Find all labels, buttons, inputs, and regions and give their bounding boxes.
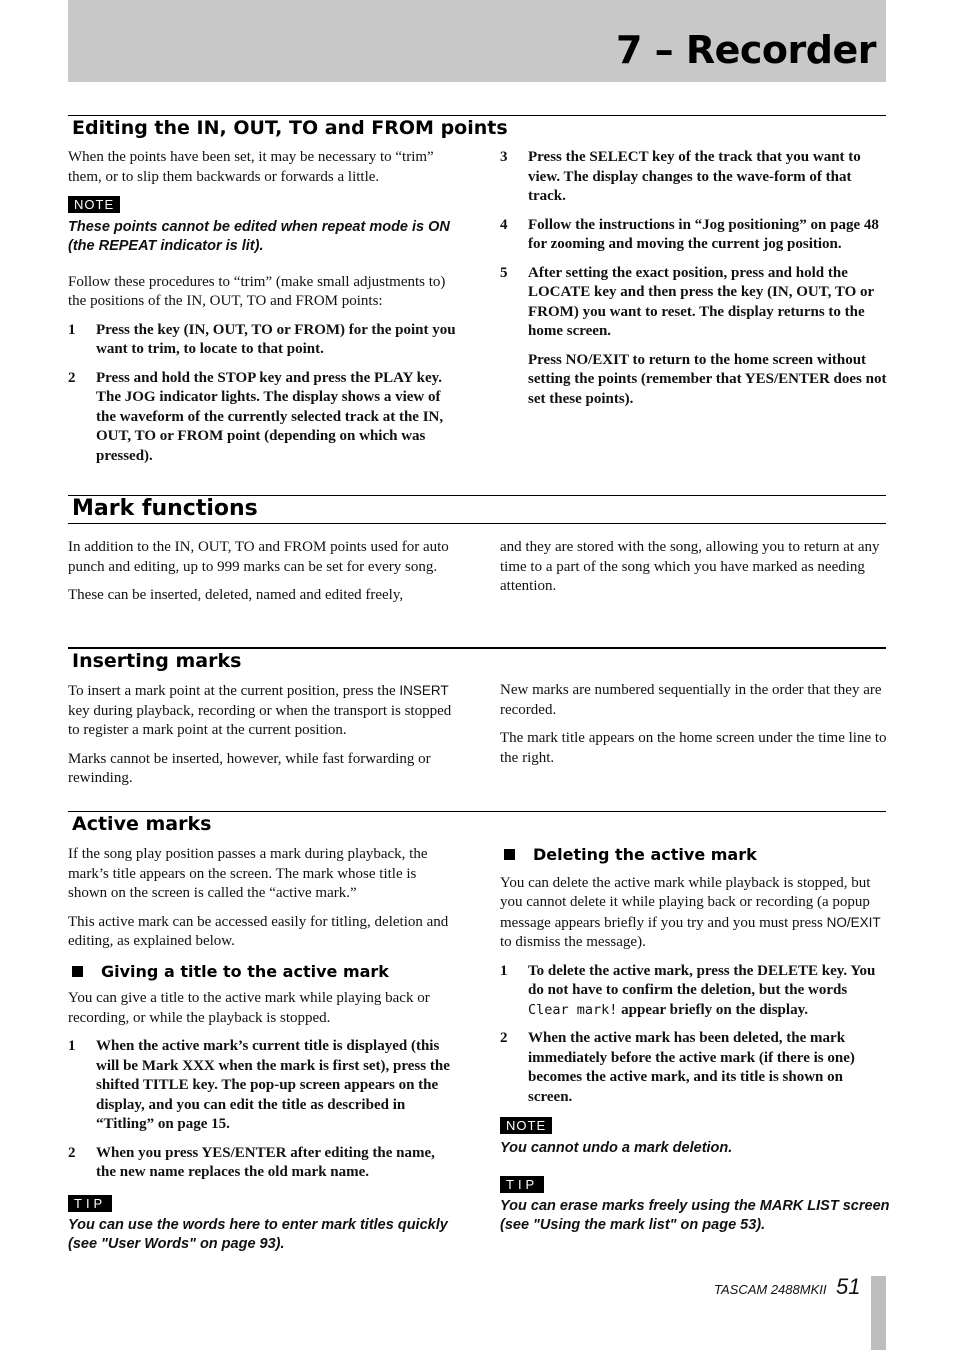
paragraph: This active mark can be accessed easily for titling, deletion and editing, as explained below.: [68, 913, 449, 949]
mark-functions-right-column: [500, 538, 888, 606]
step-text: Press the key (IN, OUT, TO or FROM) for the point you want to trim, to locate to that point.: [96, 321, 456, 357]
step-text: Follow the instructions in “Jog positioning” on page 48 for zooming and moving the current jog position.: [528, 216, 879, 252]
step-item: [68, 321, 456, 360]
step-number: 4: [500, 216, 508, 233]
paragraph: and they are stored with the song, allowing you to return at any time to a part of the song which you have marked as needing attention.: [500, 539, 880, 594]
step-item: [68, 369, 456, 467]
step-number: 2: [500, 1030, 508, 1046]
key-name: NO/EXIT: [826, 914, 881, 930]
step-text: appear briefly on the display.: [617, 1001, 808, 1018]
text-run: key during playback, recording or when the transport is stopped to register a mark point at the current position.: [68, 702, 452, 738]
step-item: [68, 1144, 456, 1183]
text-run: To insert a mark point at the current position, press the: [68, 683, 400, 699]
step-text: To delete the active mark, press the DELETE key. You do not have to confirm the deletion, but the words: [528, 962, 876, 998]
step-text: When you press YES/ENTER after editing the name, the new name replaces the old mark name.: [96, 1144, 435, 1180]
editing-right-column: [500, 148, 890, 418]
step-text: Press the SELECT key of the track that you want to view. The display changes to the wave-form of that track.: [528, 149, 861, 204]
step-number: 3: [500, 149, 508, 165]
tip-badge: TIP: [68, 1195, 112, 1212]
note-box: [68, 196, 456, 256]
note-badge: NOTE: [500, 1117, 552, 1134]
step-item: [500, 962, 890, 1021]
page-number: 51: [836, 1274, 861, 1299]
footer-tab-bar: [871, 1276, 886, 1350]
text-run: to dismiss the message).: [500, 934, 646, 950]
step-number: 1: [68, 1038, 76, 1054]
editing-left-column: [68, 148, 456, 475]
key-name: INSERT: [399, 683, 449, 698]
section-title-inserting: Inserting marks: [72, 650, 242, 672]
note-text: You cannot undo a mark deletion.: [500, 1139, 733, 1156]
section-title-active: Active marks: [72, 813, 212, 835]
paragraph: [68, 681, 456, 741]
paragraph: [500, 874, 890, 953]
step-item: [500, 1029, 890, 1107]
active-left-column: [68, 845, 456, 1254]
bullet-square-icon: [72, 966, 83, 977]
footer-brand: TASCAM 2488MKII: [714, 1282, 827, 1297]
paragraph: You can give a title to the active mark while playing back or recording, or while the playback is stopped.: [68, 990, 430, 1026]
step-item: [500, 148, 890, 207]
paragraph: These can be inserted, deleted, named and edited freely,: [68, 587, 404, 603]
editing-intro: When the points have been set, it may be necessary to “trim” them, or to slip them backwards or forwards a little.: [68, 149, 434, 185]
note-box: [500, 1117, 890, 1158]
paragraph: New marks are numbered sequentially in the order that they are recorded.: [500, 682, 882, 718]
procedure-intro: Follow these procedures to “trim” (make small adjustments to) the positions of the IN, OUT, TO and FROM points:: [68, 273, 446, 309]
step-item: [500, 264, 890, 342]
tip-text: You can use the words here to enter mark titles quickly (see "User Words" on page 93).: [68, 1217, 448, 1252]
subsection-heading: [500, 845, 890, 865]
tip-box: [500, 1176, 890, 1236]
tip-box: [68, 1195, 456, 1255]
display-text: Clear mark!: [528, 1001, 618, 1018]
paragraph: If the song play position passes a mark during playback, the mark’s title appears on the screen. The mark whose title is shown on the screen is called the “active mark.”: [68, 846, 428, 901]
step-number: 2: [68, 1144, 76, 1161]
section-rule: [68, 647, 886, 649]
mark-functions-left-column: [68, 538, 456, 615]
step-text: After setting the exact position, press and hold the LOCATE key and then press the key (IN, OUT, TO or FROM) you want to reset. The display returns to the home screen.: [528, 264, 874, 339]
section-rule: [68, 115, 886, 116]
step-number: 5: [500, 264, 508, 281]
step-item: [500, 216, 890, 255]
tip-badge: TIP: [500, 1176, 544, 1193]
step-text: When the active mark has been deleted, the mark immediately before the active mark (if there is one) becomes the active mark, and its title is shown on screen.: [528, 1030, 855, 1105]
inserting-left-column: [68, 681, 456, 798]
section-rule: [68, 811, 886, 812]
subsection-heading: [68, 962, 456, 982]
tip-text: You can erase marks freely using the MARK LIST screen (see "Using the mark list" on page 53).: [500, 1198, 890, 1233]
step-text: Press and hold the STOP key and press the PLAY key. The JOG indicator lights. The display shows a view of the waveform of the currently selected track at the IN, OUT, TO or FROM point (depending on which was pressed).: [96, 369, 444, 464]
inserting-right-column: [500, 681, 888, 777]
paragraph: The mark title appears on the home screen under the time line to the right.: [500, 730, 887, 766]
step-followup-text: Press NO/EXIT to return to the home screen without setting the points (remember that YES/ENTER does not set these points).: [528, 351, 887, 407]
text-run: You can delete the active mark while playback is stopped, but you cannot delete it while playing back or recording (a popup message appears briefly if you try and you must press: [500, 874, 871, 931]
step-number: 1: [500, 962, 508, 979]
active-right-column: [500, 845, 890, 1235]
subsection-title: Giving a title to the active mark: [101, 961, 389, 981]
paragraph: In addition to the IN, OUT, TO and FROM points used for auto punch and editing, up to 999 marks can be set for every song.: [68, 539, 449, 575]
step-number: 2: [68, 369, 76, 386]
section-title-editing: Editing the IN, OUT, TO and FROM points: [72, 117, 508, 139]
bullet-square-icon: [504, 849, 515, 860]
step-text: When the active mark’s current title is displayed (this will be Mark XXX when the mark is first set), press the shifted TITLE key. The pop-up screen appears on the display, and you can edit the title as described in “Titling” on page 15.: [96, 1038, 450, 1132]
step-followup: [500, 351, 890, 410]
note-text: These points cannot be edited when repeat mode is ON (the REPEAT indicator is lit).: [68, 218, 450, 254]
section-rule: [68, 523, 886, 524]
subsection-title: Deleting the active mark: [533, 845, 757, 864]
step-item: [68, 1037, 456, 1135]
note-badge: NOTE: [68, 196, 120, 213]
paragraph: Marks cannot be inserted, however, while fast forwarding or rewinding.: [68, 750, 431, 786]
section-title-mark-functions: Mark functions: [72, 496, 258, 521]
chapter-title: 7 – Recorder: [615, 28, 876, 72]
step-number: 1: [68, 321, 76, 338]
